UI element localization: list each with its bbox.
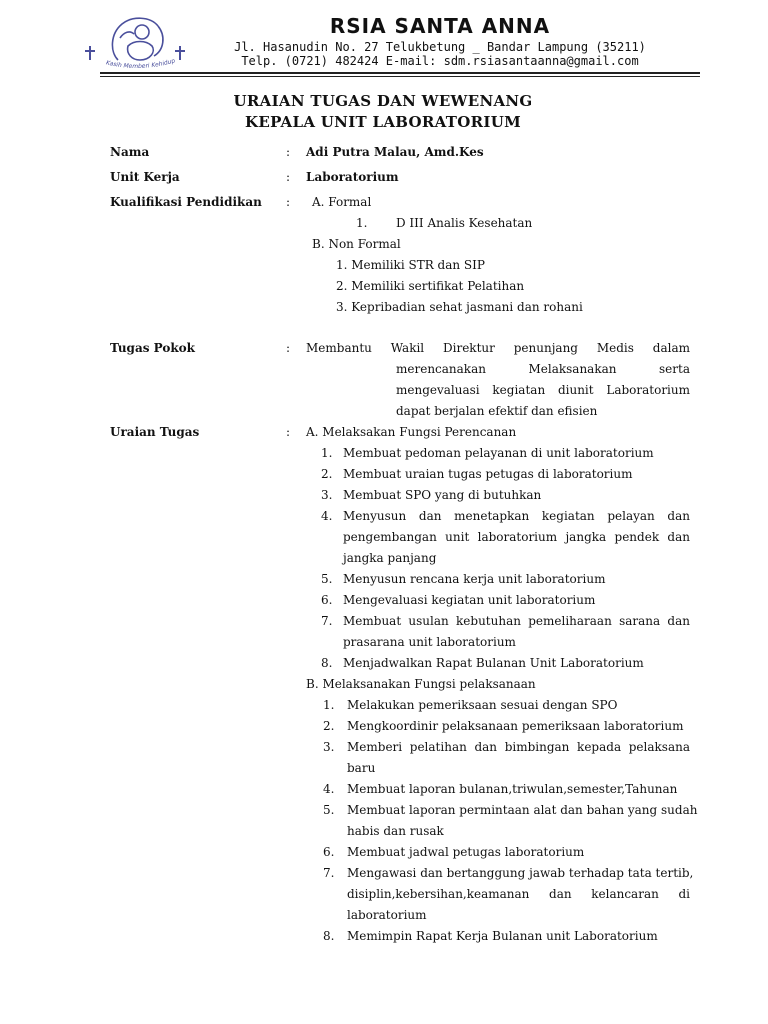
list-item-number: 5. bbox=[321, 572, 333, 586]
svg-text:Kasih Memberi Kehidupan: Kasih Memberi Kehidup bbox=[105, 57, 177, 71]
list-item-continued: jangka panjang bbox=[343, 551, 437, 565]
list-item-number: 1. bbox=[323, 698, 335, 712]
list-item-number: 3. bbox=[321, 488, 333, 502]
list-item: Memimpin Rapat Kerja Bulanan unit Laboratorium bbox=[347, 929, 658, 943]
list-item-continued: pengembangan unit laboratorium jangka pendek dan bbox=[343, 530, 690, 544]
list-item-number: 2. bbox=[321, 467, 333, 481]
kualifikasi-formal-item: D III Analis Kesehatan bbox=[396, 216, 533, 230]
hospital-logo bbox=[80, 12, 192, 74]
section-a-heading: A. Melaksakan Fungsi Perencanan bbox=[306, 425, 517, 439]
kualifikasi-formal-heading: A. Formal bbox=[312, 195, 372, 209]
hospital-contact: Telp. (0721) 482424 E-mail: sdm.rsiasantaanna@gmail.com bbox=[241, 54, 639, 68]
label-kualifikasi: Kualifikasi Pendidikan bbox=[110, 195, 262, 209]
list-item-number: 4. bbox=[321, 509, 333, 523]
label-unit-kerja: Unit Kerja bbox=[110, 170, 180, 184]
section-b-heading: B. Melaksanakan Fungsi pelaksanaan bbox=[306, 677, 536, 691]
value-nama: Adi Putra Malau, Amd.Kes bbox=[306, 145, 484, 159]
list-item: Membuat pedoman pelayanan di unit laboratorium bbox=[343, 446, 654, 460]
doc-title-line2: KEPALA UNIT LABORATORIUM bbox=[245, 113, 521, 131]
list-item: Membuat laporan permintaan alat dan bahan yang sudah bbox=[347, 803, 698, 817]
colon: : bbox=[286, 195, 291, 209]
list-item-number: 6. bbox=[321, 593, 333, 607]
list-item: Membuat jadwal petugas laboratorium bbox=[347, 845, 585, 859]
list-item: Mengevaluasi kegiatan unit laboratorium bbox=[343, 593, 596, 607]
header-rule-thin bbox=[100, 76, 700, 77]
list-item: Mengawasi dan bertanggung jawab terhadap tata tertib, bbox=[347, 866, 694, 880]
tugas-pokok-line: mengevaluasi kegiatan diunit Laboratorium bbox=[396, 383, 690, 397]
list-item-number: 1. bbox=[321, 446, 333, 460]
list-item: Menjadwalkan Rapat Bulanan Unit Laboratorium bbox=[343, 656, 644, 670]
colon: : bbox=[286, 341, 291, 355]
list-item: Memberi pelatihan dan bimbingan kepada pelaksana bbox=[347, 740, 690, 754]
colon: : bbox=[286, 425, 291, 439]
list-item-number: 6. bbox=[323, 845, 335, 859]
list-item-number: 3. bbox=[323, 740, 335, 754]
list-item-number: 8. bbox=[323, 929, 335, 943]
kualifikasi-nonformal-item: 3. Kepribadian sehat jasmani dan rohani bbox=[336, 300, 583, 314]
header-rule-thick bbox=[100, 72, 700, 74]
label-tugas-pokok: Tugas Pokok bbox=[110, 341, 195, 355]
list-item: Membuat uraian tugas petugas di laboratorium bbox=[343, 467, 633, 481]
list-item: Menyusun dan menetapkan kegiatan pelayan dan bbox=[343, 509, 690, 523]
list-item-number: 4. bbox=[323, 782, 335, 796]
list-item-number: 8. bbox=[321, 656, 333, 670]
tugas-pokok-line: merencanakan Melaksanakan serta bbox=[396, 362, 690, 376]
list-item-number: 2. bbox=[323, 719, 335, 733]
kualifikasi-formal-num: 1. bbox=[356, 216, 368, 230]
list-item-number: 5. bbox=[323, 803, 335, 817]
list-item-number: 7. bbox=[323, 866, 335, 880]
list-item: Membuat usulan kebutuhan pemeliharaan sarana dan bbox=[343, 614, 690, 628]
list-item-continued: laboratorium bbox=[347, 908, 427, 922]
tugas-pokok-line: Membantu Wakil Direktur penunjang Medis dalam bbox=[306, 341, 690, 355]
label-nama: Nama bbox=[110, 145, 150, 159]
hospital-address: Jl. Hasanudin No. 27 Telukbetung _ Bandar Lampung (35211) bbox=[234, 40, 646, 54]
list-item: Membuat laporan bulanan,triwulan,semester,Tahunan bbox=[347, 782, 678, 796]
hospital-name: RSIA SANTA ANNA bbox=[329, 14, 551, 38]
list-item: Membuat SPO yang di butuhkan bbox=[343, 488, 542, 502]
colon: : bbox=[286, 145, 291, 159]
list-item: Melakukan pemeriksaan sesuai dengan SPO bbox=[347, 698, 618, 712]
list-item: Menyusun rencana kerja unit laboratorium bbox=[343, 572, 606, 586]
list-item: Mengkoordinir pelaksanaan pemeriksaan laboratorium bbox=[347, 719, 684, 733]
kualifikasi-nonformal-item: 1. Memiliki STR dan SIP bbox=[336, 258, 485, 272]
label-uraian-tugas: Uraian Tugas bbox=[110, 425, 200, 439]
colon: : bbox=[286, 170, 291, 184]
kualifikasi-nonformal-heading: B. Non Formal bbox=[312, 237, 401, 251]
list-item-continued: habis dan rusak bbox=[347, 824, 444, 838]
doc-title-line1: URAIAN TUGAS DAN WEWENANG bbox=[233, 92, 533, 110]
list-item-continued: baru bbox=[347, 761, 376, 775]
kualifikasi-nonformal-item: 2. Memiliki sertifikat Pelatihan bbox=[336, 279, 525, 293]
value-unit-kerja: Laboratorium bbox=[306, 170, 399, 184]
list-item-continued: disiplin,kebersihan,keamanan dan kelancaran di bbox=[347, 887, 690, 901]
tugas-pokok-line: dapat berjalan efektif dan efisien bbox=[396, 404, 598, 418]
list-item-continued: prasarana unit laboratorium bbox=[343, 635, 516, 649]
list-item-number: 7. bbox=[321, 614, 333, 628]
